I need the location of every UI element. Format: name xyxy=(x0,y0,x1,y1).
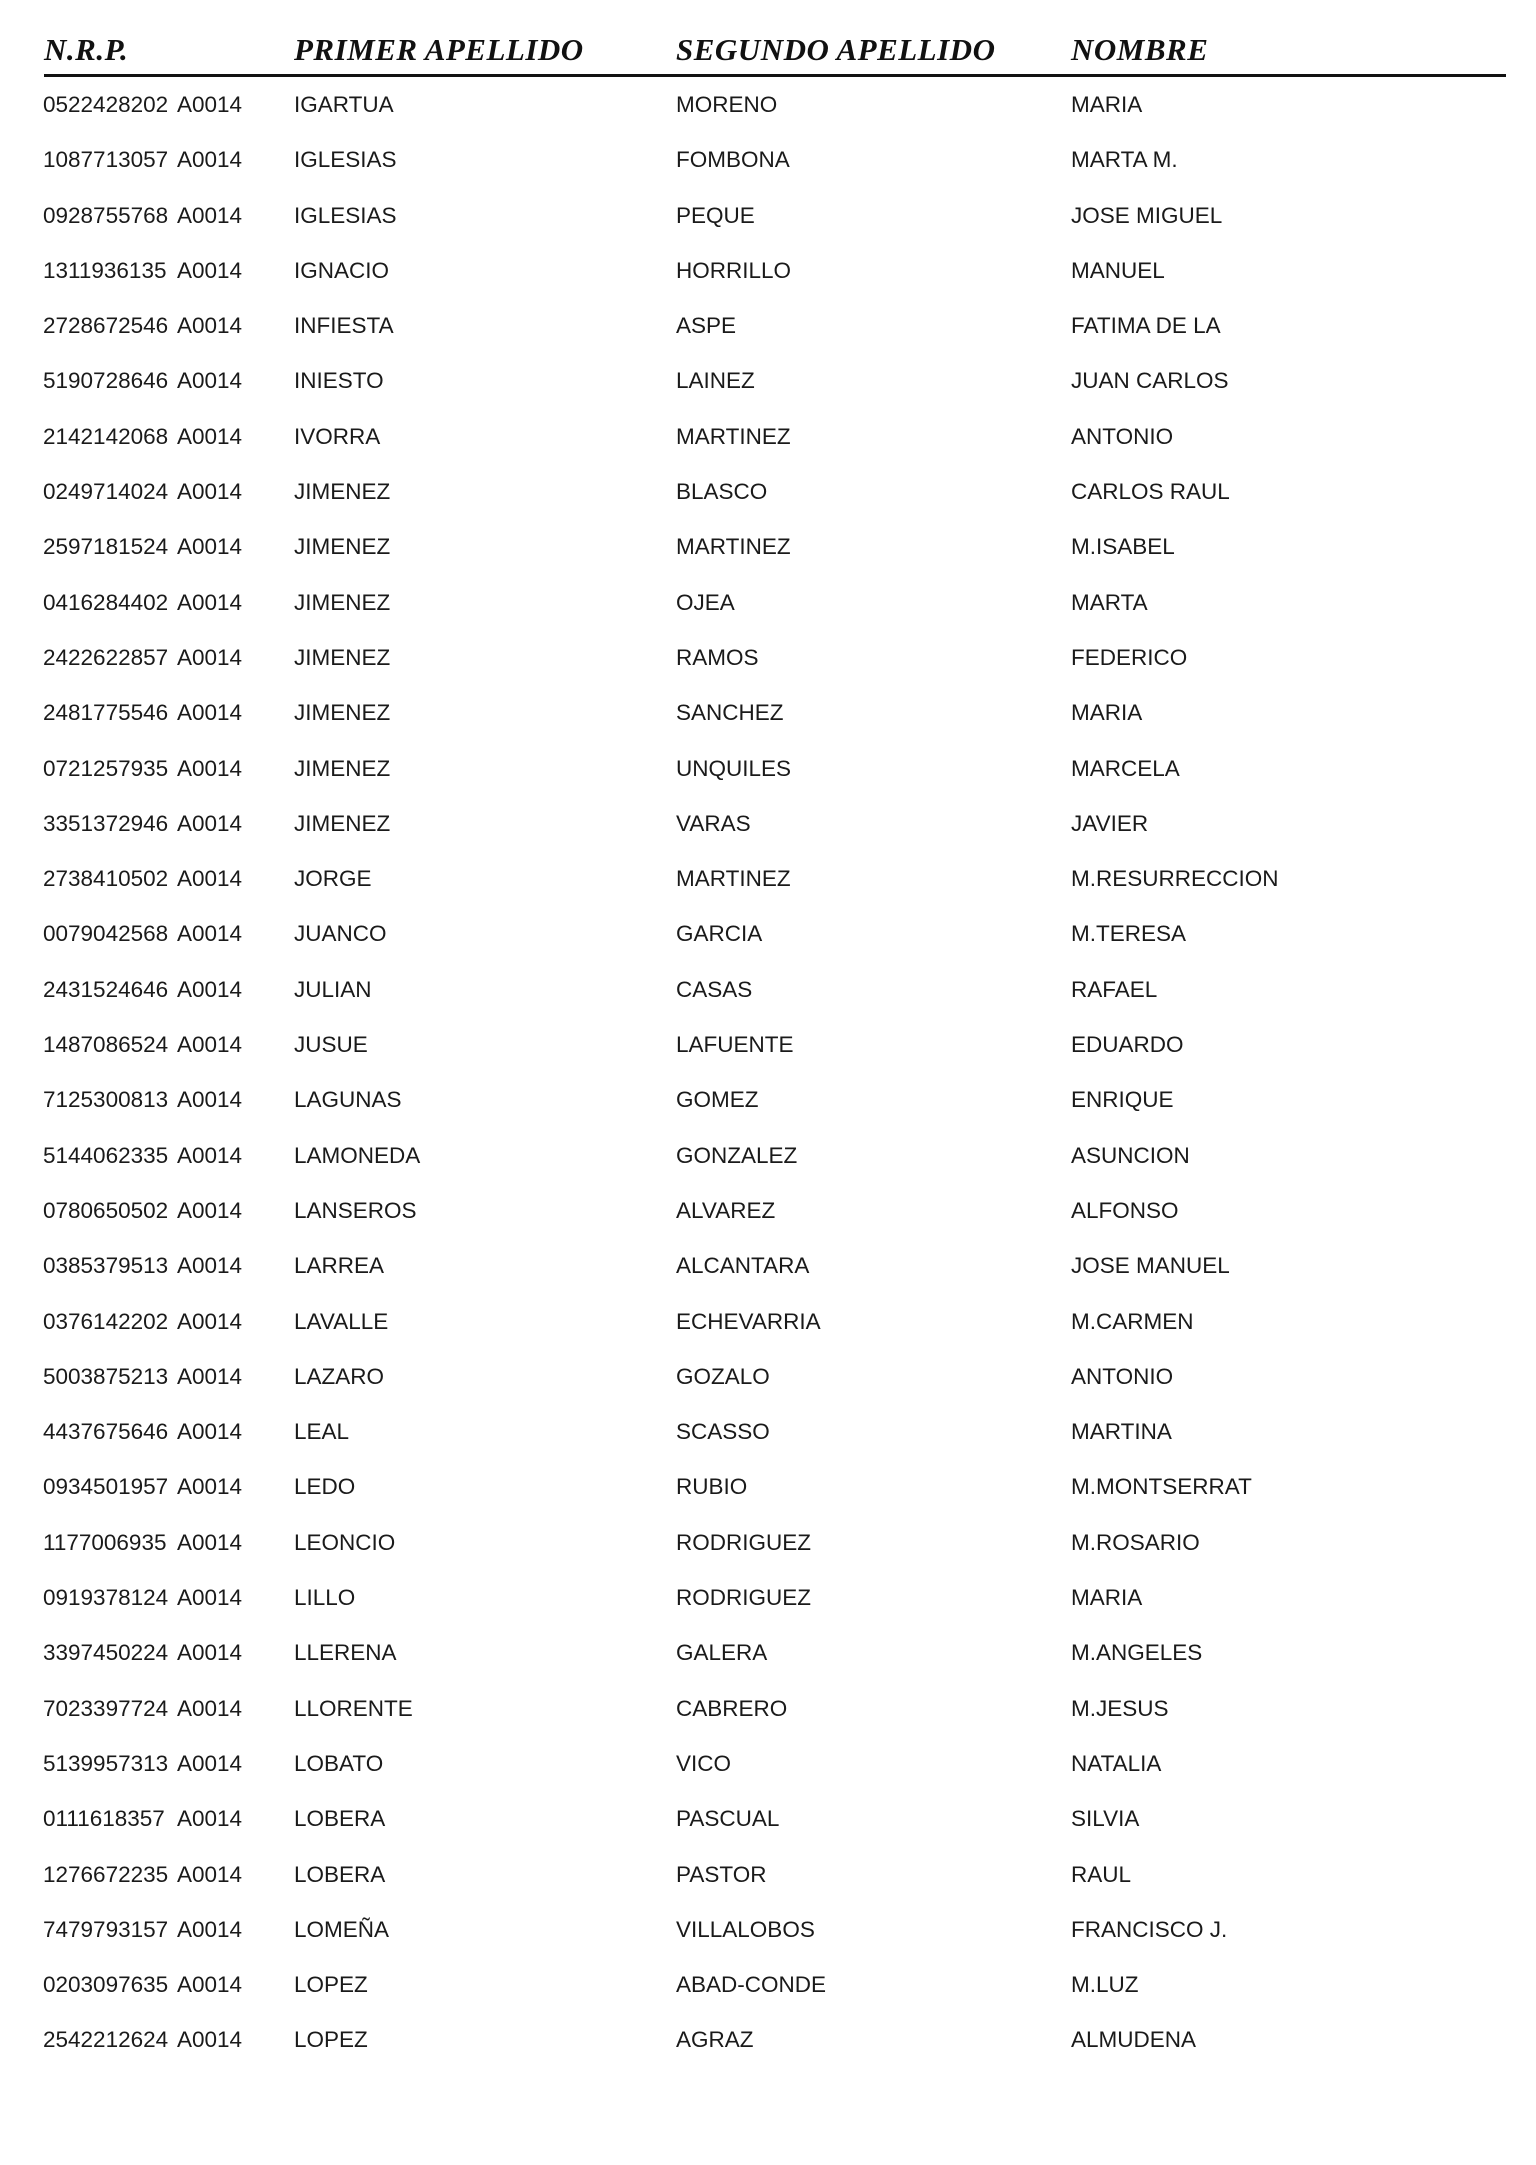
cell-nrp: 5144062335 xyxy=(43,1142,169,1168)
cell-nrp: 2542212624 xyxy=(43,2027,169,2053)
cell-segundo-apellido: ABAD-CONDE xyxy=(676,1972,827,1998)
cell-nombre: MARTINA xyxy=(1071,1419,1172,1445)
cell-code: A0014 xyxy=(177,700,243,726)
cell-nombre: RAFAEL xyxy=(1071,976,1158,1002)
cell-primer-apellido: JIMENEZ xyxy=(294,589,391,615)
table-row xyxy=(0,358,1536,413)
cell-segundo-apellido: OJEA xyxy=(676,589,735,615)
cell-nombre: M.LUZ xyxy=(1071,1972,1139,1998)
cell-segundo-apellido: VARAS xyxy=(676,810,751,836)
cell-nrp: 0111618357 xyxy=(43,1806,165,1832)
cell-code: A0014 xyxy=(177,810,243,836)
cell-segundo-apellido: RAMOS xyxy=(676,644,759,670)
cell-primer-apellido: LAMONEDA xyxy=(294,1142,421,1168)
cell-nombre: MARCELA xyxy=(1071,755,1180,781)
table-row xyxy=(0,801,1536,856)
cell-code: A0014 xyxy=(177,866,243,892)
cell-nrp: 1087713057 xyxy=(43,147,169,173)
table-row xyxy=(0,1409,1536,1464)
cell-nrp: 7479793157 xyxy=(43,1916,169,1942)
cell-segundo-apellido: SCASSO xyxy=(676,1419,770,1445)
cell-primer-apellido: IGLESIAS xyxy=(294,202,397,228)
cell-nombre: JOSE MIGUEL xyxy=(1071,202,1223,228)
table-row xyxy=(0,1299,1536,1354)
table-row xyxy=(0,1243,1536,1298)
cell-code: A0014 xyxy=(177,921,243,947)
cell-primer-apellido: LEONCIO xyxy=(294,1529,396,1555)
cell-nrp: 1177006935 xyxy=(43,1529,167,1555)
cell-segundo-apellido: RODRIGUEZ xyxy=(676,1585,811,1611)
cell-segundo-apellido: GOZALO xyxy=(676,1363,770,1389)
cell-code: A0014 xyxy=(177,1308,243,1334)
cell-segundo-apellido: PEQUE xyxy=(676,202,755,228)
cell-nrp: 7125300813 xyxy=(43,1087,169,1113)
cell-segundo-apellido: FOMBONA xyxy=(676,147,790,173)
table-row xyxy=(0,856,1536,911)
table-row xyxy=(0,1520,1536,1575)
cell-code: A0014 xyxy=(177,313,243,339)
cell-nombre: EDUARDO xyxy=(1071,1032,1184,1058)
cell-primer-apellido: JIMENEZ xyxy=(294,700,391,726)
cell-nombre: M.JESUS xyxy=(1071,1695,1169,1721)
cell-nombre: ANTONIO xyxy=(1071,423,1174,449)
cell-nrp: 0780650502 xyxy=(43,1197,169,1223)
cell-code: A0014 xyxy=(177,368,243,394)
cell-nombre: CARLOS RAUL xyxy=(1071,479,1230,505)
cell-segundo-apellido: GONZALEZ xyxy=(676,1142,798,1168)
cell-nrp: 3351372946 xyxy=(43,810,169,836)
table-row xyxy=(0,1796,1536,1851)
cell-primer-apellido: LLORENTE xyxy=(294,1695,413,1721)
cell-code: A0014 xyxy=(177,1197,243,1223)
cell-segundo-apellido: LAFUENTE xyxy=(676,1032,794,1058)
cell-nombre: JUAN CARLOS xyxy=(1071,368,1229,394)
cell-primer-apellido: LILLO xyxy=(294,1585,356,1611)
cell-nombre: MANUEL xyxy=(1071,257,1165,283)
cell-nrp: 4437675646 xyxy=(43,1419,169,1445)
cell-nombre: FRANCISCO J. xyxy=(1071,1916,1228,1942)
cell-code: A0014 xyxy=(177,92,243,117)
cell-primer-apellido: LARREA xyxy=(294,1253,385,1279)
cell-code: A0014 xyxy=(177,589,243,615)
table-row xyxy=(0,690,1536,745)
table-row xyxy=(0,1962,1536,2017)
cell-segundo-apellido: VICO xyxy=(676,1750,732,1776)
cell-code: A0014 xyxy=(177,147,243,173)
table-row xyxy=(0,1741,1536,1796)
header-primer-apellido: PRIMER APELLIDO xyxy=(294,32,584,67)
cell-code: A0014 xyxy=(177,976,243,1002)
cell-segundo-apellido: SANCHEZ xyxy=(676,700,784,726)
cell-nrp: 2422622857 xyxy=(43,644,169,670)
table-row xyxy=(0,1077,1536,1132)
table-row xyxy=(0,1188,1536,1243)
table-row xyxy=(0,2017,1536,2072)
table-row xyxy=(0,1686,1536,1741)
cell-nrp: 0079042568 xyxy=(43,921,169,947)
cell-primer-apellido: LANSEROS xyxy=(294,1197,417,1223)
cell-code: A0014 xyxy=(177,1861,243,1887)
table-row xyxy=(0,137,1536,192)
cell-primer-apellido: LEDO xyxy=(294,1474,356,1500)
cell-nombre: ASUNCION xyxy=(1071,1142,1190,1168)
table-row xyxy=(0,911,1536,966)
table-row xyxy=(0,248,1536,303)
cell-code: A0014 xyxy=(177,1916,243,1942)
cell-nrp: 0203097635 xyxy=(43,1972,169,1998)
cell-nombre: ALMUDENA xyxy=(1071,2027,1197,2053)
cell-nombre: M.ROSARIO xyxy=(1071,1529,1200,1555)
cell-code: A0014 xyxy=(177,1695,243,1721)
cell-nrp: 1276672235 xyxy=(43,1861,169,1887)
cell-nombre: M.ANGELES xyxy=(1071,1640,1203,1666)
cell-segundo-apellido: RUBIO xyxy=(676,1474,748,1500)
cell-segundo-apellido: MARTINEZ xyxy=(676,423,791,449)
table-row xyxy=(0,1022,1536,1077)
cell-segundo-apellido: ASPE xyxy=(676,313,737,339)
cell-primer-apellido: LEAL xyxy=(294,1419,350,1445)
cell-code: A0014 xyxy=(177,1087,243,1113)
cell-primer-apellido: JIMENEZ xyxy=(294,644,391,670)
cell-nrp: 0522428202 xyxy=(43,92,169,117)
cell-code: A0014 xyxy=(177,755,243,781)
cell-code: A0014 xyxy=(177,1419,243,1445)
cell-nombre: M.CARMEN xyxy=(1071,1308,1194,1334)
cell-segundo-apellido: BLASCO xyxy=(676,479,768,505)
cell-segundo-apellido: ECHEVARRIA xyxy=(676,1308,821,1334)
table-row xyxy=(0,580,1536,635)
cell-segundo-apellido: ALVAREZ xyxy=(676,1197,776,1223)
cell-code: A0014 xyxy=(177,1032,243,1058)
cell-code: A0014 xyxy=(177,1972,243,1998)
cell-primer-apellido: IVORRA xyxy=(294,423,381,449)
cell-nombre: MARIA xyxy=(1071,92,1143,117)
cell-nrp: 0934501957 xyxy=(43,1474,169,1500)
table-row xyxy=(0,1464,1536,1519)
cell-segundo-apellido: MARTINEZ xyxy=(676,534,791,560)
cell-nombre: M.MONTSERRAT xyxy=(1071,1474,1252,1500)
table-header xyxy=(44,30,1506,77)
cell-code: A0014 xyxy=(177,1750,243,1776)
cell-code: A0014 xyxy=(177,1363,243,1389)
cell-nrp: 2728672546 xyxy=(43,313,169,339)
cell-nrp: 0919378124 xyxy=(43,1585,169,1611)
cell-primer-apellido: LOBERA xyxy=(294,1806,386,1832)
cell-segundo-apellido: PASTOR xyxy=(676,1861,767,1887)
table-row xyxy=(0,524,1536,579)
cell-segundo-apellido: ALCANTARA xyxy=(676,1253,810,1279)
cell-code: A0014 xyxy=(177,423,243,449)
table-row xyxy=(0,1907,1536,1962)
cell-primer-apellido: LOBATO xyxy=(294,1750,384,1776)
cell-code: A0014 xyxy=(177,202,243,228)
cell-primer-apellido: JIMENEZ xyxy=(294,479,391,505)
cell-primer-apellido: JULIAN xyxy=(294,976,372,1002)
cell-segundo-apellido: UNQUILES xyxy=(676,755,792,781)
cell-nrp: 2597181524 xyxy=(43,534,169,560)
cell-nombre: FEDERICO xyxy=(1071,644,1188,670)
cell-code: A0014 xyxy=(177,534,243,560)
cell-nrp: 0376142202 xyxy=(43,1308,169,1334)
cell-code: A0014 xyxy=(177,1640,243,1666)
cell-nombre: M.RESURRECCION xyxy=(1071,866,1279,892)
cell-nrp: 1487086524 xyxy=(43,1032,169,1058)
cell-nrp: 3397450224 xyxy=(43,1640,169,1666)
table-row xyxy=(0,414,1536,469)
cell-code: A0014 xyxy=(177,1529,243,1555)
cell-nombre: SILVIA xyxy=(1071,1806,1140,1832)
cell-segundo-apellido: CABRERO xyxy=(676,1695,788,1721)
cell-nrp: 0385379513 xyxy=(43,1253,169,1279)
cell-segundo-apellido: CASAS xyxy=(676,976,753,1002)
table-row xyxy=(0,82,1536,137)
header-segundo-apellido: SEGUNDO APELLIDO xyxy=(676,32,996,67)
cell-segundo-apellido: VILLALOBOS xyxy=(676,1916,815,1942)
cell-code: A0014 xyxy=(177,479,243,505)
cell-primer-apellido: LOMEÑA xyxy=(294,1916,390,1942)
cell-primer-apellido: INIESTO xyxy=(294,368,384,394)
cell-primer-apellido: JIMENEZ xyxy=(294,810,391,836)
cell-nombre: ALFONSO xyxy=(1071,1197,1179,1223)
cell-segundo-apellido: LAINEZ xyxy=(676,368,755,394)
cell-nombre: MARTA xyxy=(1071,589,1148,615)
table-row xyxy=(0,1354,1536,1409)
cell-nrp: 2431524646 xyxy=(43,976,169,1002)
cell-segundo-apellido: MORENO xyxy=(676,92,778,117)
table-row xyxy=(0,746,1536,801)
table-row xyxy=(0,635,1536,690)
cell-primer-apellido: LAGUNAS xyxy=(294,1087,402,1113)
cell-nrp: 2738410502 xyxy=(43,866,169,892)
table-row xyxy=(0,303,1536,358)
cell-nrp: 5190728646 xyxy=(43,368,169,394)
cell-segundo-apellido: AGRAZ xyxy=(676,2027,754,2053)
cell-primer-apellido: IGARTUA xyxy=(294,92,394,117)
cell-primer-apellido: IGLESIAS xyxy=(294,147,397,173)
cell-code: A0014 xyxy=(177,1253,243,1279)
cell-primer-apellido: LAZARO xyxy=(294,1363,385,1389)
cell-primer-apellido: JIMENEZ xyxy=(294,534,391,560)
cell-primer-apellido: LOBERA xyxy=(294,1861,386,1887)
cell-nombre: MARIA xyxy=(1071,700,1143,726)
table-row xyxy=(0,469,1536,524)
cell-primer-apellido: LAVALLE xyxy=(294,1308,389,1334)
table-body xyxy=(0,82,1536,2073)
cell-segundo-apellido: GALERA xyxy=(676,1640,768,1666)
cell-nrp: 5003875213 xyxy=(43,1363,169,1389)
cell-nrp: 2142142068 xyxy=(43,423,169,449)
table-row xyxy=(0,193,1536,248)
cell-segundo-apellido: GOMEZ xyxy=(676,1087,759,1113)
cell-nombre: NATALIA xyxy=(1071,1750,1162,1776)
table-row xyxy=(0,1852,1536,1907)
cell-nrp: 0928755768 xyxy=(43,202,169,228)
cell-nombre: JAVIER xyxy=(1071,810,1149,836)
cell-primer-apellido: IGNACIO xyxy=(294,257,390,283)
table-row xyxy=(0,967,1536,1022)
cell-primer-apellido: LOPEZ xyxy=(294,1972,368,1998)
header-nombre: NOMBRE xyxy=(1071,32,1209,67)
cell-primer-apellido: JUSUE xyxy=(294,1032,368,1058)
cell-code: A0014 xyxy=(177,1585,243,1611)
cell-nrp: 2481775546 xyxy=(43,700,169,726)
cell-code: A0014 xyxy=(177,644,243,670)
cell-nombre: M.ISABEL xyxy=(1071,534,1175,560)
cell-nombre: MARIA xyxy=(1071,1585,1143,1611)
cell-primer-apellido: JUANCO xyxy=(294,921,387,947)
table-row xyxy=(0,1575,1536,1630)
cell-primer-apellido: INFIESTA xyxy=(294,313,394,339)
cell-primer-apellido: LOPEZ xyxy=(294,2027,368,2053)
cell-code: A0014 xyxy=(177,257,243,283)
cell-nombre: JOSE MANUEL xyxy=(1071,1253,1230,1279)
header-nrp: N.R.P. xyxy=(44,32,129,67)
cell-primer-apellido: LLERENA xyxy=(294,1640,397,1666)
cell-nrp: 1311936135 xyxy=(43,257,167,283)
table-row xyxy=(0,1630,1536,1685)
cell-segundo-apellido: RODRIGUEZ xyxy=(676,1529,811,1555)
cell-segundo-apellido: MARTINEZ xyxy=(676,866,791,892)
cell-nombre: RAUL xyxy=(1071,1861,1132,1887)
cell-segundo-apellido: PASCUAL xyxy=(676,1806,780,1832)
cell-code: A0014 xyxy=(177,1474,243,1500)
cell-nombre: ENRIQUE xyxy=(1071,1087,1174,1113)
cell-segundo-apellido: GARCIA xyxy=(676,921,763,947)
cell-code: A0014 xyxy=(177,1142,243,1168)
cell-nombre: MARTA M. xyxy=(1071,147,1178,173)
cell-segundo-apellido: HORRILLO xyxy=(676,257,792,283)
cell-nrp: 7023397724 xyxy=(43,1695,169,1721)
cell-code: A0014 xyxy=(177,2027,243,2053)
table-row xyxy=(0,1133,1536,1188)
cell-nombre: ANTONIO xyxy=(1071,1363,1174,1389)
cell-nombre: FATIMA DE LA xyxy=(1071,313,1221,339)
cell-nrp: 5139957313 xyxy=(43,1750,169,1776)
cell-primer-apellido: JORGE xyxy=(294,866,372,892)
cell-nrp: 0416284402 xyxy=(43,589,169,615)
cell-primer-apellido: JIMENEZ xyxy=(294,755,391,781)
cell-code: A0014 xyxy=(177,1806,243,1832)
cell-nombre: M.TERESA xyxy=(1071,921,1187,947)
cell-nrp: 0249714024 xyxy=(43,479,169,505)
cell-nrp: 0721257935 xyxy=(43,755,169,781)
